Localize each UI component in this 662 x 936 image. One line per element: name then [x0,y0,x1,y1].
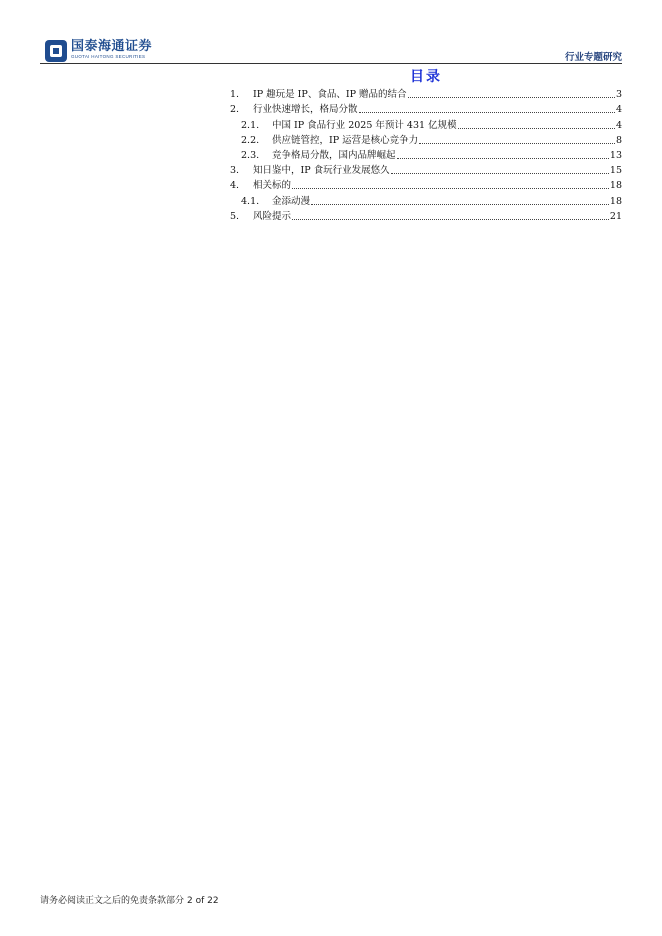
toc-entry-title: 供应链管控，IP 运营是核心竞争力 [272,134,419,146]
dot-leader [391,173,609,174]
header-divider [40,63,622,64]
toc-entry[interactable] [230,132,622,147]
dot-leader [419,143,615,144]
logo-chinese-name: 国泰海通证券 [71,39,153,54]
toc-entry[interactable] [230,147,622,162]
disclaimer-text: 请务必阅读正文之后的免责条款部分 [40,896,185,906]
page-header [40,40,622,64]
report-type-label: 行业专题研究 [564,52,622,63]
toc-entry-number: 2.1. [241,119,260,131]
toc-entry-page: 4 [615,104,622,116]
dot-leader [458,128,615,129]
company-logo [45,40,152,62]
dot-leader [408,97,615,98]
page-number: 2 of 22 [187,896,219,906]
toc-entry-title: IP 趣玩是 IP、食品、IP 赠品的结合 [253,89,407,101]
toc-entry-number: 2.3. [241,149,260,161]
toc-entry-page: 21 [609,210,622,222]
toc-entry[interactable] [230,116,622,131]
toc-entry-title: 竞争格局分散，国内品牌崛起 [272,149,396,161]
toc-entry-title: 风险提示 [253,210,292,222]
toc-entry-title: 相关标的 [253,180,292,192]
toc-entry-title: 行业快速增长，格局分散 [253,104,358,116]
toc-entry-page: 4 [615,119,622,131]
dot-leader [397,158,609,159]
toc-entry[interactable] [230,162,622,177]
toc-entry[interactable] [230,208,622,223]
table-of-contents [230,86,622,223]
toc-entry-title: 知日鉴中，IP 食玩行业发展悠久 [253,165,390,177]
page-footer [40,893,222,906]
company-logo-icon [45,40,67,62]
toc-entry-number: 1. [230,89,240,101]
toc-entry[interactable] [230,192,622,207]
toc-entry-title: 金添动漫 [272,195,311,207]
toc-entry[interactable] [230,177,622,192]
toc-entry-number: 2. [230,104,240,116]
toc-entry-number: 3. [230,165,240,177]
dot-leader [292,188,609,189]
toc-entry-page: 18 [609,195,622,207]
dot-leader [292,219,609,220]
toc-entry-number: 4.1. [241,195,260,207]
toc-entry-title: 中国 IP 食品行业 2025 年预计 431 亿规模 [272,119,457,131]
toc-entry-number: 5. [230,210,240,222]
toc-entry[interactable] [230,101,622,116]
toc-entry-page: 3 [615,89,622,101]
toc-entry-number: 4. [230,180,240,192]
toc-entry-number: 2.2. [241,134,260,146]
dot-leader [311,204,609,205]
toc-entry[interactable] [230,86,622,101]
toc-entry-page: 13 [609,149,622,161]
toc-entry-page: 18 [609,180,622,192]
toc-title: 目录 [410,69,442,85]
toc-entry-page: 8 [615,134,622,146]
dot-leader [359,112,615,113]
toc-entry-page: 15 [609,165,622,177]
logo-english-name: GUOTAI HAITONG SECURITIES [71,54,146,59]
